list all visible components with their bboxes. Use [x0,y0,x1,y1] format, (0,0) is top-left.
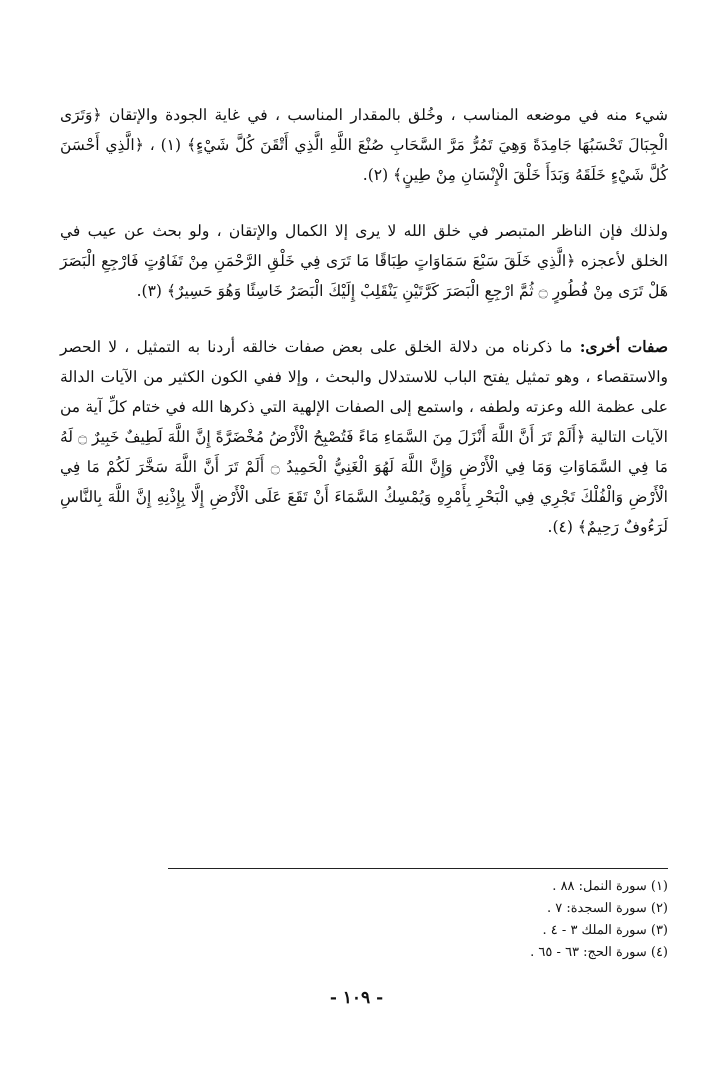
paragraph-1 [60,100,668,190]
paragraph-3 [60,332,668,542]
page-number: - ١٠٩ - [329,988,384,1008]
footnote-1: (١) سورة النمل: ٨٨ . [552,879,668,894]
footnote-4: (٤) سورة الحج: ٦٣ - ٦٥ . [530,945,668,960]
paragraph-3-text: ما ذكرناه من دلالة الخلق على بعض صفات خالقه أردنا به التمثيل ، لا الحصر والاستقصاء ، وهو تمثيل يفتح الباب للاستدلال والبحث ، وإلا ففي الكون الكثير من الآيات الدالة على عظمة الله وعزته ولطفه ، واستمع إلى الصفات الإلهية التي ذكرها الله في ختام كلِّ آية من الآيات التالية ﴿أَلَمْ تَرَ أَنَّ اللَّهَ أَنْزَلَ مِنَ السَّمَاءِ مَاءً فَتُصْبِحُ الْأَرْضُ مُخْضَرَّةً إِنَّ اللَّهَ لَطِيفٌ خَبِيرٌ ۝ لَهُ مَا فِي السَّمَاوَاتِ وَمَا فِي الْأَرْضِ وَإِنَّ اللَّهَ لَهُوَ الْغَنِيُّ الْحَمِيدُ ۝ أَلَمْ تَرَ أَنَّ اللَّهَ سَخَّرَ لَكُمْ مَا فِي الْأَرْضِ وَالْفُلْكَ تَجْرِي فِي الْبَحْرِ بِأَمْرِهِ وَيُمْسِكُ السَّمَاءَ أَنْ تَقَعَ عَلَى الْأَرْضِ إِلَّا بِإِذْنِهِ إِنَّ اللَّهَ بِالنَّاسِ لَرَءُوفٌ رَحِيمٌ﴾ (٤). [60,338,668,536]
section-heading: صفات أخرى: [579,337,668,356]
main-text [60,100,668,552]
paragraph-2 [60,216,668,306]
footnote-2: (٢) سورة السجدة: ٧ . [546,901,668,916]
footnote-3: (٣) سورة الملك ٣ - ٤ . [542,923,668,938]
paragraph-2-text: ولذلك فإن الناظر المتبصر في خلق الله لا يرى إلا الكمال والإتقان ، ولو بحث عن عيب في الخلق لأعجزه ﴿الَّذِي خَلَقَ سَبْعَ سَمَاوَاتٍ طِبَاقًا مَا تَرَى فِي خَلْقِ الرَّحْمَنِ مِنْ تَفَاوُتٍ فَارْجِعِ الْبَصَرَ هَلْ تَرَى مِنْ فُطُورٍ ۝ ثُمَّ ارْجِعِ الْبَصَرَ كَرَّتَيْنِ يَنْقَلِبْ إِلَيْكَ الْبَصَرُ خَاسِئًا وَهُوَ حَسِيرٌ﴾ (٣). [60,222,668,300]
footnote-divider [168,868,668,869]
paragraph-1-text: شيء منه في موضعه المناسب ، وخُلق بالمقدار المناسب ، في غاية الجودة والإتقان ﴿وَتَرَى الْجِبَالَ تَحْسَبُهَا جَامِدَةً وَهِيَ تَمُرُّ مَرَّ السَّحَابِ صُنْعَ اللَّهِ الَّذِي أَتْقَنَ كُلَّ شَيْءٍ﴾ (١) ، ﴿الَّذِي أَحْسَنَ كُلَّ شَيْءٍ خَلَقَهُ وَبَدَأَ خَلْقَ الْإِنْسَانِ مِنْ طِينٍ﴾ (٢). [60,106,669,184]
footnotes [300,876,668,964]
